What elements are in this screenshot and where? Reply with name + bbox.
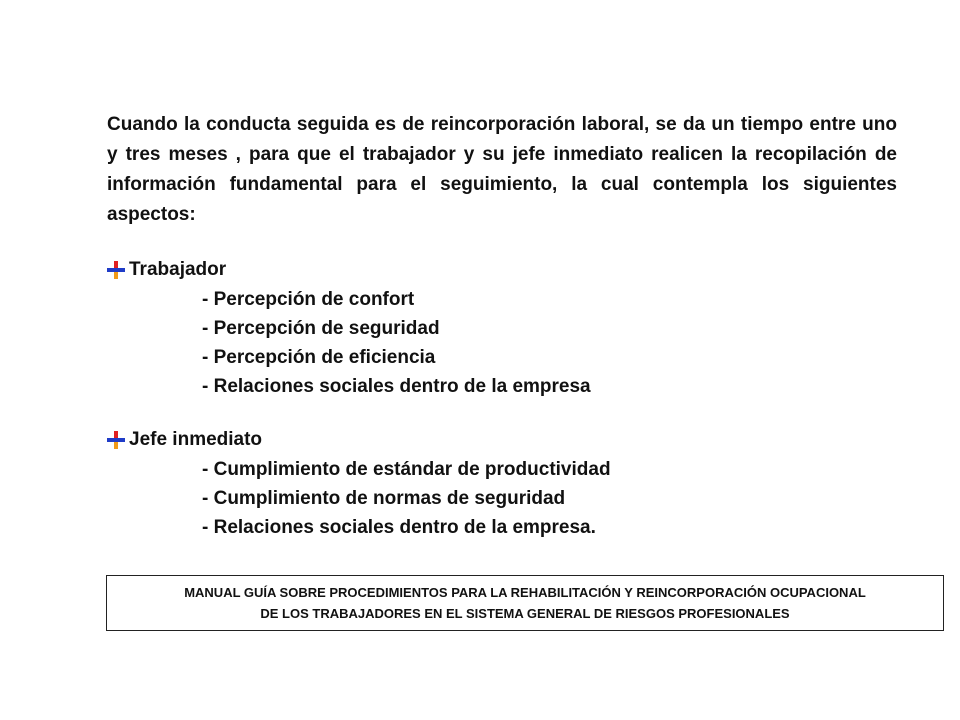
footer-line-2: DE LOS TRABAJADORES EN EL SISTEMA GENERAL DE RIESGOS PROFESIONALES [260, 606, 790, 621]
cross-bullet-icon [107, 261, 125, 279]
list-item: - Cumplimiento de estándar de productividad [202, 459, 611, 480]
list-item: - Relaciones sociales dentro de la empresa. [202, 517, 596, 538]
cross-bullet-icon [107, 431, 125, 449]
aspect-list-trabajador [107, 285, 897, 401]
footer-manual-title-box [106, 575, 944, 631]
section-trabajador [107, 255, 897, 401]
aspect-list-jefe-inmediato [107, 455, 897, 542]
list-item: - Cumplimiento de normas de seguridad [202, 488, 566, 509]
section-header [107, 425, 897, 455]
list-item: - Percepción de eficiencia [202, 347, 436, 368]
list-item: - Relaciones sociales dentro de la empresa [202, 376, 591, 397]
section-header [107, 255, 897, 285]
section-title-jefe-inmediato: Jefe inmediato [129, 429, 263, 450]
section-title-trabajador: Trabajador [129, 259, 227, 280]
footer-line-1: MANUAL GUÍA SOBRE PROCEDIMIENTOS PARA LA REHABILITACIÓN Y REINCORPORACIÓN OCUPACIONAL [184, 585, 866, 600]
list-item: - Percepción de confort [202, 289, 415, 310]
intro-paragraph: Cuando la conducta seguida es de reincorporación laboral, se da un tiempo entre uno y tres meses , para que el trabajador y su jefe inmediato realicen la recopilación de información fundamental para el seguimiento, la cual contempla los siguientes aspectos: [107, 114, 897, 225]
list-item: - Percepción de seguridad [202, 318, 440, 339]
section-jefe-inmediato [107, 425, 897, 542]
